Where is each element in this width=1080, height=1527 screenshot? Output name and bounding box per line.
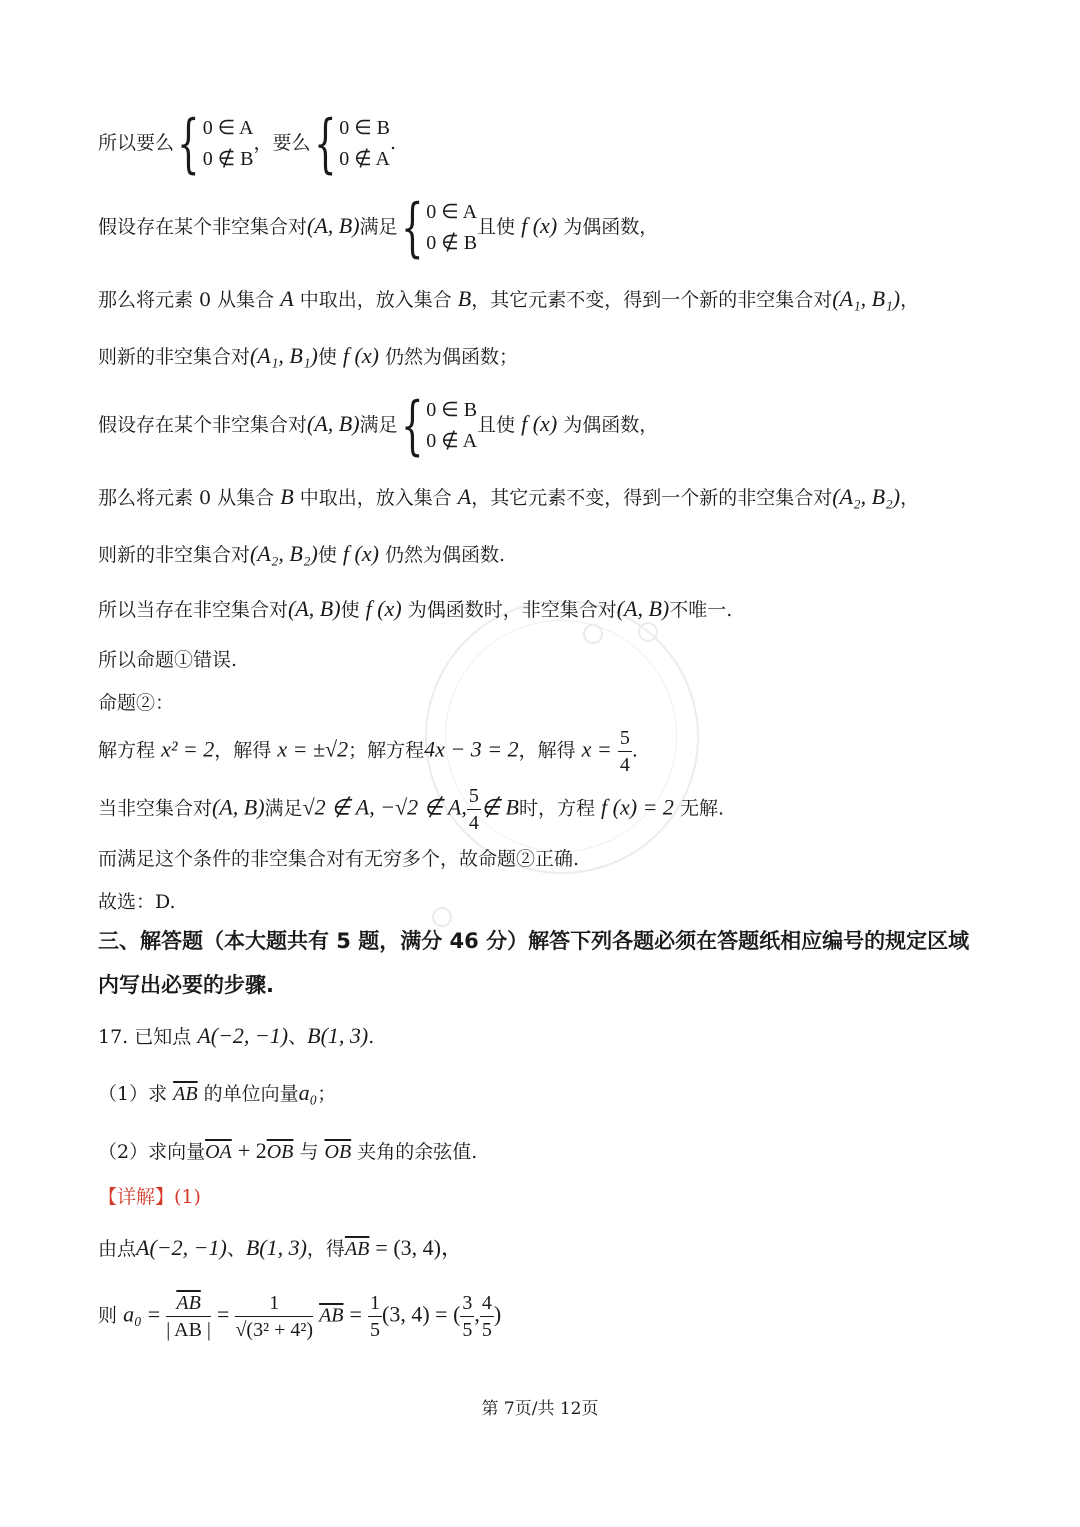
text: 则新的非空集合对 [98, 346, 251, 368]
vector-AB: $\overline{AB}$ [344, 1238, 370, 1260]
vector-a0: a₀ [298, 1080, 318, 1105]
set-pair: (A₁, B₁) [832, 286, 901, 311]
denominator: 4 [619, 754, 630, 776]
text: 时，方程 [518, 797, 595, 820]
text: 为偶函数， [563, 216, 659, 238]
text: 且使 [477, 414, 516, 436]
set-pair: (A, B) [307, 213, 360, 238]
detail-label [98, 1188, 201, 1207]
condition: 0 ∈ B [339, 117, 390, 139]
watermark-dot [638, 622, 658, 642]
equation: f (x) = 2 [601, 794, 674, 820]
text: 使 [340, 599, 360, 621]
system [426, 395, 477, 457]
set-A: A [457, 484, 472, 509]
line-solve-equations [98, 728, 638, 775]
numerator: 1 [368, 1293, 382, 1317]
condition: 0 ∈ A [426, 201, 478, 223]
vector-AB: $\overline{AB}$ [319, 1304, 344, 1327]
system [426, 197, 477, 259]
line-statement-2-true: 而满足这个条件的非空集合对有无穷多个，故命题②正确. [98, 848, 580, 870]
line-move-element-1 [98, 288, 919, 310]
set-pair: (A, B) [616, 596, 670, 621]
text: 夹角的余弦值. [357, 1141, 478, 1163]
set-pair: (A, B) [307, 411, 360, 436]
condition: 0 ∉ A [426, 430, 478, 452]
function: f (x) [342, 541, 379, 566]
question-17-part-1 [98, 1082, 336, 1104]
function: f (x) [521, 411, 558, 436]
text: （1）求 [98, 1083, 168, 1105]
text: 那么将元素 0 从集合 [98, 487, 275, 509]
fraction [618, 728, 632, 775]
text: 所以要么 [98, 132, 175, 154]
operator: = [216, 1301, 230, 1327]
text: 与 [299, 1141, 319, 1163]
watermark-dot [432, 907, 452, 927]
text: 使 [317, 544, 337, 566]
text: 、 [226, 1238, 246, 1260]
fraction [166, 1293, 211, 1340]
numerator: 4 [480, 1293, 494, 1317]
set-pair: (A₂, B₂) [250, 541, 318, 566]
text: ，其它元素不变，得到一个新的非空集合对 [471, 487, 833, 509]
function: f (x) [365, 596, 402, 621]
text: 、 [288, 1026, 308, 1048]
line-statement-2-label: 命题②： [98, 692, 175, 714]
point-A: A(−2, −1) [136, 1235, 227, 1260]
fraction [460, 1293, 474, 1340]
solution-line-2 [98, 1293, 501, 1340]
set-pair: (A₁, B₁) [250, 343, 318, 368]
text: 则 [98, 1304, 118, 1327]
text: 满足 [264, 797, 303, 820]
text: 假设存在某个非空集合对 [98, 216, 308, 238]
line-statement-1-false: 所以命题①错误. [98, 649, 238, 671]
denominator: 5 [481, 1319, 492, 1341]
text: 假设存在某个非空集合对 [98, 414, 308, 436]
question-17-part-2 [98, 1140, 477, 1162]
expression: ) [493, 1301, 502, 1327]
line-no-solution [98, 786, 724, 833]
denominator: 4 [468, 812, 479, 834]
operator: = [349, 1301, 362, 1327]
line-not-unique [98, 598, 732, 620]
line-answer: 故选：D. [98, 891, 176, 913]
brace: { [400, 389, 424, 463]
vector-OB: $\overline{OB}$ [324, 1141, 352, 1163]
separator: , [474, 1301, 480, 1327]
text: 中取出，放入集合 [299, 487, 452, 509]
fraction [467, 786, 481, 833]
text: 当非空集合对 [98, 797, 213, 820]
text: 的单位向量 [203, 1083, 299, 1105]
text: 17. 已知点 [98, 1026, 192, 1048]
text: . [368, 1026, 375, 1048]
text: . [390, 132, 397, 154]
detail-part: (1) [174, 1186, 201, 1208]
point-A: A(−2, −1) [197, 1023, 289, 1048]
solution-line-1 [98, 1237, 463, 1259]
condition: 0 ∉ B [202, 148, 254, 170]
numerator: 5 [618, 728, 632, 752]
line-still-even-1 [98, 345, 518, 367]
text: 满足 [359, 216, 398, 238]
equation: 4x − 3 = 2 [424, 736, 519, 762]
text: . [631, 739, 638, 762]
brace: { [177, 107, 200, 181]
vector-AB: $\overline{AB}$ [173, 1083, 198, 1105]
condition: 0 ∉ B [426, 232, 478, 254]
text: 那么将元素 0 从集合 [98, 289, 275, 311]
set-B: B [280, 484, 294, 509]
text: 且使 [477, 216, 516, 238]
text: 中取出，放入集合 [299, 289, 452, 311]
line-still-even-2 [98, 543, 505, 565]
vector-OA: $\overline{OA}$ [205, 1141, 232, 1163]
text: 则新的非空集合对 [98, 544, 251, 566]
set-pair: (A, B) [288, 596, 341, 621]
operator: + 2 [237, 1138, 267, 1163]
text: 为偶函数， [563, 414, 659, 436]
line-assume-1 [98, 191, 659, 265]
condition: 0 ∉ A [339, 148, 390, 170]
denominator: | AB | [166, 1319, 211, 1341]
text: ； [317, 1083, 337, 1105]
text: 仍然为偶函数. [384, 544, 506, 566]
vector-a0: a₀ [123, 1301, 142, 1327]
denominator: √(3² + 4²) [235, 1319, 314, 1341]
function: f (x) [342, 343, 379, 368]
system-1 [203, 113, 254, 175]
fraction [480, 1293, 494, 1340]
text: 不唯一. [669, 599, 733, 621]
denominator: 5 [370, 1319, 381, 1341]
solution: x = ±√2 [277, 736, 349, 762]
set-B: B [457, 286, 472, 311]
point-B: B(1, 3) [245, 1235, 307, 1260]
set-A: A [280, 286, 294, 311]
text: 仍然为偶函数； [384, 346, 518, 368]
watermark-dot [583, 624, 603, 644]
text: 无解. [679, 797, 725, 820]
text: 满足 [359, 414, 398, 436]
numerator: 5 [467, 786, 481, 810]
set-pair: (A, B) [212, 794, 265, 820]
text: ，要么 [253, 132, 311, 154]
text: ，解得 [214, 739, 272, 762]
text: ， [900, 487, 920, 509]
text: （2）求向量 [98, 1141, 206, 1163]
operator: = [147, 1301, 161, 1327]
text: 所以当存在非空集合对 [98, 599, 289, 621]
point-B: B(1, 3) [307, 1023, 369, 1048]
text: ， [900, 289, 920, 311]
vector-value: = (3, 4)， [375, 1235, 463, 1260]
fraction [368, 1293, 382, 1340]
section-heading-line1: 三、解答题（本大题共有 5 题，满分 46 分）解答下列各题必须在答题纸相应编号的规定区域 [98, 929, 970, 953]
line-move-element-2 [98, 486, 919, 508]
vector-OB: $\overline{OB}$ [266, 1141, 294, 1163]
brace: { [313, 107, 337, 181]
text: 为偶函数时，非空集合对 [407, 599, 617, 621]
text: ，其它元素不变，得到一个新的非空集合对 [471, 289, 833, 311]
expression: (3, 4) = ( [382, 1301, 461, 1327]
condition: 0 ∈ B [426, 399, 478, 421]
section-heading-line2: 内写出必要的步骤. [98, 973, 274, 997]
text: ；解方程 [348, 739, 425, 762]
fraction [235, 1293, 313, 1340]
numerator: $\overline{AB}$ [166, 1293, 211, 1317]
condition: 0 ∈ A [202, 117, 254, 139]
text: 解方程 [98, 739, 156, 762]
line-assume-2 [98, 389, 659, 463]
equation: x² = 2 [161, 736, 215, 762]
numerator: 1 [235, 1293, 313, 1317]
text: ，解得 [518, 739, 576, 762]
system-2 [339, 113, 390, 175]
line-case-either [98, 107, 397, 181]
condition: √2 ∉ A, −√2 ∉ A, [302, 794, 467, 820]
numerator: 3 [460, 1293, 474, 1317]
page-footer: 第 7页/共 12页 [481, 1399, 599, 1419]
text: 使 [317, 346, 337, 368]
detail-tag: 【详解】 [98, 1186, 175, 1208]
solution-lhs: x = [581, 736, 612, 762]
function: f (x) [521, 213, 558, 238]
denominator: 5 [462, 1319, 473, 1341]
brace: { [400, 191, 424, 265]
condition: ∉ B [480, 794, 519, 820]
set-pair: (A₂, B₂) [832, 484, 901, 509]
text: ，得 [306, 1238, 345, 1260]
text: 由点 [98, 1238, 137, 1260]
question-17 [98, 1025, 374, 1047]
